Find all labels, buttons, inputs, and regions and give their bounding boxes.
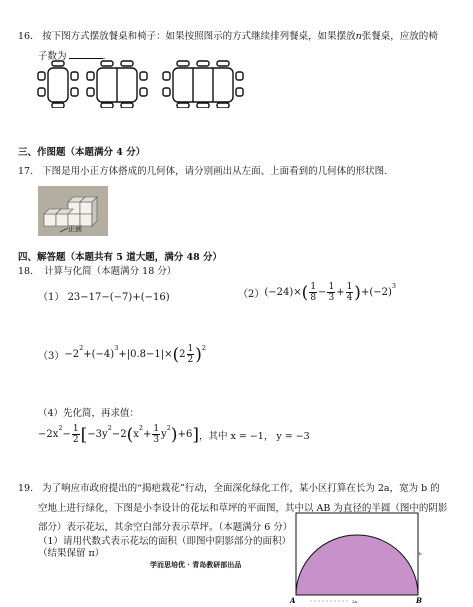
- q18-part2-frac1: $\frac{1}{8}$: [310, 282, 317, 303]
- q18-text: 计算与化简（本题满分 18 分）: [44, 266, 177, 277]
- q18-part2-label: （2）: [238, 289, 265, 300]
- q18-part1-label: （1）: [38, 292, 65, 303]
- q18-part2-head: (−24)×: [264, 287, 302, 298]
- q18-part3-c: +|0.8−1|×: [118, 349, 173, 360]
- bottom-length-label: 2a: [352, 599, 357, 604]
- cube-stack-photo: [38, 186, 108, 236]
- q18-part4-condition: ，其中 x = −1， y = −3: [198, 430, 310, 442]
- q16-variable: n: [355, 31, 362, 42]
- q18-part3-b: +(−4): [83, 349, 115, 360]
- q16-answer-blank[interactable]: [69, 49, 103, 59]
- q16-text-tail: 张餐桌，应放的椅: [361, 31, 438, 42]
- q17-line: [18, 163, 387, 177]
- q16-line2: 子数为 .: [38, 51, 106, 62]
- q18-part3: （3） −2 $^2$ +(−4) $^3$ +|0.8−1|× ( 2 $\frac{1}{2}$ ) $^2$: [38, 344, 207, 365]
- point-a-label: A: [290, 596, 296, 605]
- q17-text: 下图是用小正方体搭成的几何体，请分别画出从左面、上面看到的几何体的形状图.: [42, 166, 388, 177]
- q18-line: [18, 263, 176, 277]
- q18-part3-whole: 2: [179, 349, 186, 360]
- q19-text-1: 为了响应市政府提出的“揭疤栽花”行动，全面深化绿化工作，某小区打算在长为 2a，宽为 b 的: [42, 483, 440, 494]
- q18-part3-label: （3）: [38, 351, 65, 362]
- side-width-label: b: [419, 551, 422, 556]
- q18-part1: [38, 288, 170, 303]
- point-b-label: B: [416, 596, 422, 605]
- q18-part2: （2） (−24)× ( $\frac{1}{8}$ − $\frac{1}{3}$ + $\frac{1}{4}$ ) +(−2) $^3$: [238, 282, 397, 303]
- q19-text-3: 部分）表示花坛，其余空白部分表示草坪。（本题满分 6 分）: [38, 522, 293, 533]
- q18-part4-expression: −2x $^2$ − $\frac{1}{2}$ [ −3y $^2$ −2 ( x $^2$ + $\frac{1}{3}$ y $^2$ ) +6 ] ，其中 x = −1， y = −3: [38, 424, 310, 445]
- q18-part2-frac2: $\frac{1}{3}$: [328, 282, 335, 303]
- q16-line1: [18, 28, 438, 42]
- q16-number: 16.: [18, 31, 34, 42]
- section3-title: 三、作图题（本题满分 4 分）: [18, 147, 146, 158]
- q17-number: 17.: [18, 166, 34, 177]
- section4-title: 四、解答题（本题共有 5 道大题，满分 48 分）: [18, 252, 223, 263]
- page-footer: 学而思培优 · 青岛教研部出品: [150, 560, 242, 569]
- q16-text: 按下图方式摆放餐桌和椅子：如果按照图示的方式继续排列餐桌，如果摆放: [42, 31, 356, 42]
- q19-sub1: （1）请用代数式表示花坛的面积（即图中阴影部分的面积）: [38, 536, 292, 547]
- q19-number: 19.: [18, 483, 34, 494]
- q18-number: 18.: [18, 266, 34, 277]
- q18-part4-label: （4）先化简，再求值：: [38, 408, 140, 419]
- semicircle-flowerbed: [296, 535, 418, 595]
- q19-text-2: 空地上进行绿化，下图是小李设计的花坛和草坪的平面图，其中以 AB 为直径的半圆（图中的阴影: [38, 503, 448, 514]
- q16-answer-prompt: 子数为: [38, 51, 67, 62]
- q18-part2-exponent: 3: [391, 282, 397, 290]
- front-view-label: 正面: [68, 225, 82, 233]
- q18-part2-tail: +(−2): [360, 287, 392, 298]
- q18-part2-frac3: $\frac{1}{4}$: [346, 282, 353, 303]
- table-arrangement-diagram: [35, 60, 265, 108]
- q19-sub2: （结果保留 π）: [38, 548, 105, 559]
- q19-line1: [18, 480, 440, 494]
- q18-part3-a: −2: [64, 349, 80, 360]
- q18-part1-expression: 23−17−(−7)+(−16): [67, 292, 170, 303]
- semicircle-garden-figure: [290, 510, 425, 605]
- q18-part3-frac: $\frac{1}{2}$: [187, 344, 194, 365]
